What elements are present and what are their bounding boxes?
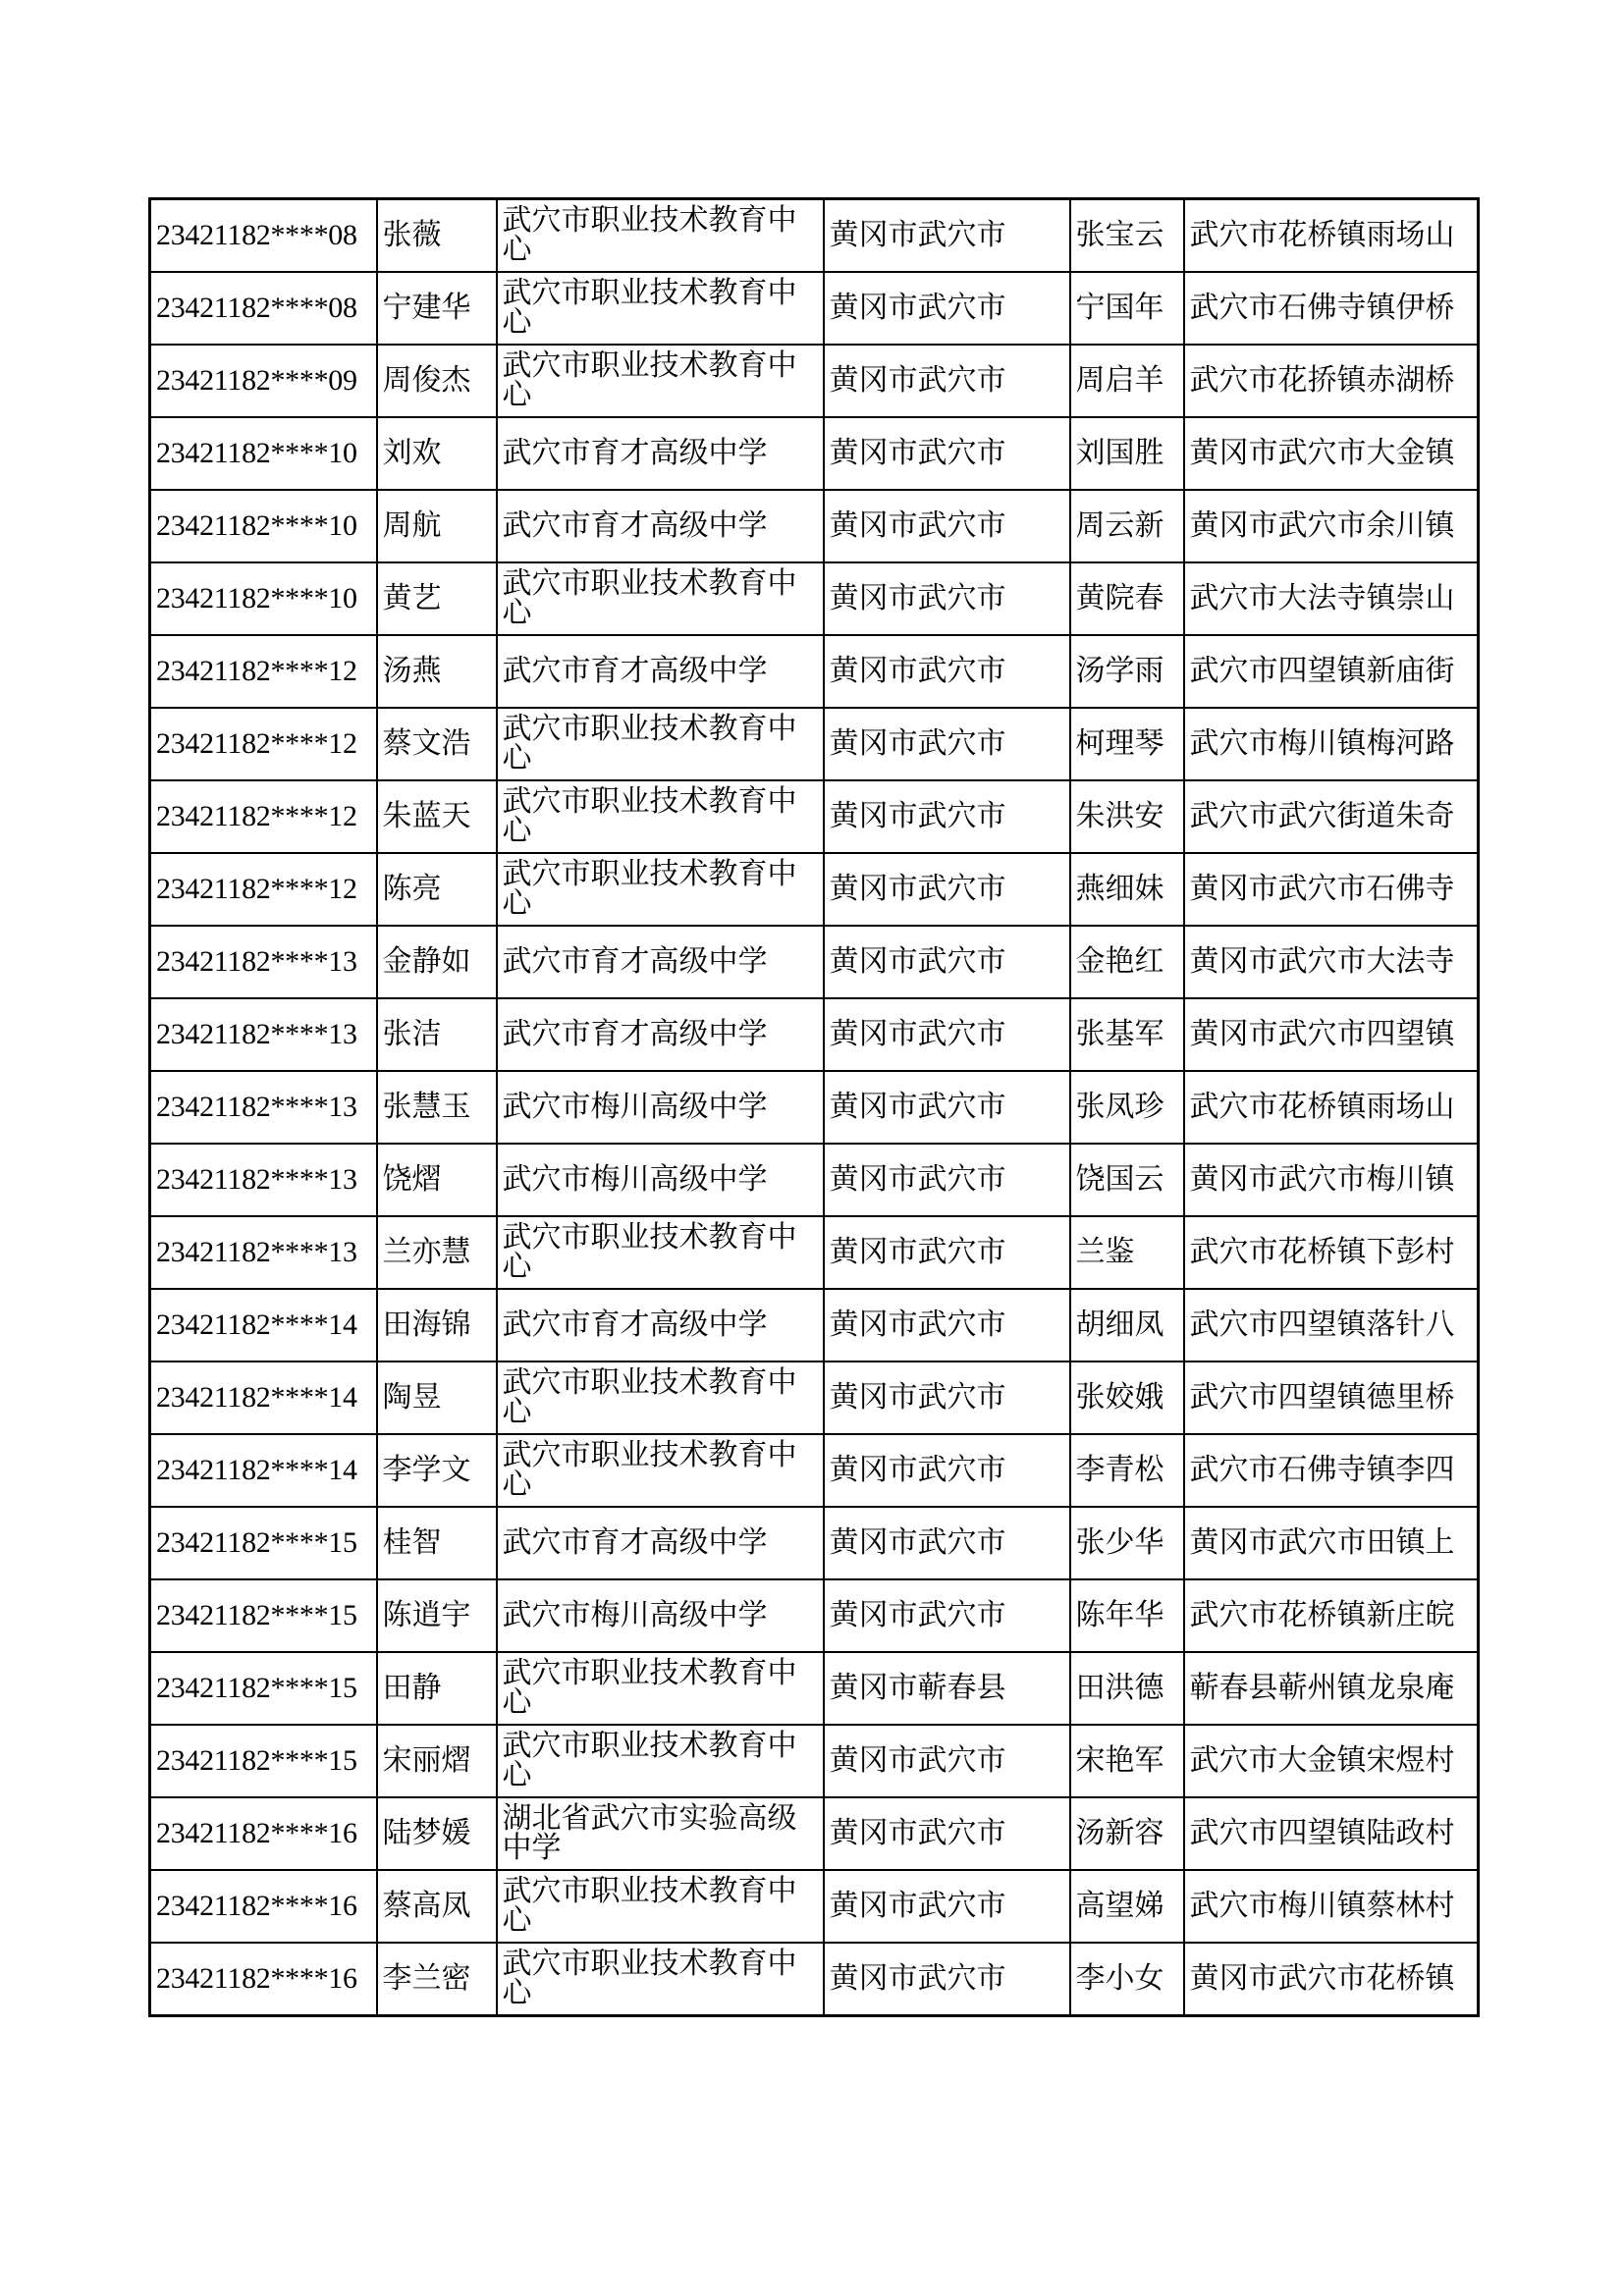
table-row [150, 272, 1479, 345]
address-cell: 武穴市大法寺镇崇山 [1184, 562, 1479, 635]
address-cell: 黄冈市武穴市石佛寺 [1184, 853, 1479, 926]
id-number-cell: 23421182****15 [150, 1579, 377, 1652]
school-cell: 武穴市育才高级中学 [497, 1289, 824, 1362]
address-cell: 武穴市花桥镇新庄皖 [1184, 1579, 1479, 1652]
address-cell: 黄冈市武穴市大法寺 [1184, 926, 1479, 998]
id-number-cell: 23421182****15 [150, 1725, 377, 1797]
region-cell: 黄冈市武穴市 [824, 417, 1070, 490]
region-cell: 黄冈市武穴市 [824, 780, 1070, 853]
id-number-cell: 23421182****08 [150, 272, 377, 345]
id-number-cell: 23421182****14 [150, 1289, 377, 1362]
address-cell: 武穴市石佛寺镇伊桥 [1184, 272, 1479, 345]
id-number-cell: 23421182****16 [150, 1797, 377, 1870]
student-name-cell: 刘欢 [377, 417, 497, 490]
school-cell: 武穴市育才高级中学 [497, 1507, 824, 1579]
student-name-cell: 饶熠 [377, 1144, 497, 1216]
school-cell: 武穴市育才高级中学 [497, 635, 824, 708]
table-row [150, 417, 1479, 490]
school-cell: 武穴市职业技术教育中心 [497, 199, 824, 273]
student-name-cell: 周航 [377, 490, 497, 562]
guardian-name-cell: 宋艳军 [1070, 1725, 1184, 1797]
address-cell: 武穴市石佛寺镇李四 [1184, 1434, 1479, 1507]
student-name-cell: 张薇 [377, 199, 497, 273]
student-name-cell: 陈逍宇 [377, 1579, 497, 1652]
address-cell: 黄冈市武穴市大金镇 [1184, 417, 1479, 490]
guardian-name-cell: 燕细妹 [1070, 853, 1184, 926]
school-cell: 武穴市职业技术教育中心 [497, 1216, 824, 1289]
guardian-name-cell: 张凤珍 [1070, 1071, 1184, 1144]
id-number-cell: 23421182****09 [150, 345, 377, 417]
table-row [150, 780, 1479, 853]
region-cell: 黄冈市武穴市 [824, 199, 1070, 273]
school-cell: 武穴市职业技术教育中心 [497, 708, 824, 780]
address-cell: 黄冈市武穴市田镇上 [1184, 1507, 1479, 1579]
guardian-name-cell: 黄院春 [1070, 562, 1184, 635]
guardian-name-cell: 高望娣 [1070, 1870, 1184, 1943]
student-name-cell: 田静 [377, 1652, 497, 1725]
address-cell: 武穴市梅川镇梅河路 [1184, 708, 1479, 780]
table-row [150, 708, 1479, 780]
region-cell: 黄冈市武穴市 [824, 490, 1070, 562]
guardian-name-cell: 李小女 [1070, 1943, 1184, 2016]
student-name-cell: 朱蓝天 [377, 780, 497, 853]
region-cell: 黄冈市武穴市 [824, 1943, 1070, 2016]
region-cell: 黄冈市武穴市 [824, 272, 1070, 345]
school-cell: 武穴市职业技术教育中心 [497, 1434, 824, 1507]
region-cell: 黄冈市武穴市 [824, 1434, 1070, 1507]
student-name-cell: 周俊杰 [377, 345, 497, 417]
address-cell: 武穴市武穴街道朱奇 [1184, 780, 1479, 853]
student-name-cell: 金静如 [377, 926, 497, 998]
region-cell: 黄冈市武穴市 [824, 853, 1070, 926]
id-number-cell: 23421182****13 [150, 926, 377, 998]
id-number-cell: 23421182****13 [150, 1144, 377, 1216]
school-cell: 武穴市梅川高级中学 [497, 1144, 824, 1216]
school-cell: 武穴市职业技术教育中心 [497, 272, 824, 345]
guardian-name-cell: 柯理琴 [1070, 708, 1184, 780]
id-number-cell: 23421182****13 [150, 1071, 377, 1144]
guardian-name-cell: 李青松 [1070, 1434, 1184, 1507]
region-cell: 黄冈市武穴市 [824, 562, 1070, 635]
region-cell: 黄冈市蕲春县 [824, 1652, 1070, 1725]
student-name-cell: 宁建华 [377, 272, 497, 345]
id-number-cell: 23421182****16 [150, 1943, 377, 2016]
student-name-cell: 陶昱 [377, 1362, 497, 1434]
school-cell: 武穴市职业技术教育中心 [497, 1652, 824, 1725]
school-cell: 武穴市职业技术教育中心 [497, 853, 824, 926]
table-row [150, 926, 1479, 998]
guardian-name-cell: 汤新容 [1070, 1797, 1184, 1870]
table-row [150, 1579, 1479, 1652]
id-number-cell: 23421182****12 [150, 635, 377, 708]
region-cell: 黄冈市武穴市 [824, 998, 1070, 1071]
id-number-cell: 23421182****12 [150, 853, 377, 926]
table-row [150, 199, 1479, 273]
guardian-name-cell: 张少华 [1070, 1507, 1184, 1579]
region-cell: 黄冈市武穴市 [824, 1507, 1070, 1579]
school-cell: 武穴市职业技术教育中心 [497, 562, 824, 635]
table-row [150, 1434, 1479, 1507]
address-cell: 武穴市四望镇落针八 [1184, 1289, 1479, 1362]
student-name-cell: 张慧玉 [377, 1071, 497, 1144]
student-name-cell: 黄艺 [377, 562, 497, 635]
address-cell: 黄冈市武穴市梅川镇 [1184, 1144, 1479, 1216]
address-cell: 武穴市四望镇德里桥 [1184, 1362, 1479, 1434]
table-row [150, 1943, 1479, 2016]
address-cell: 黄冈市武穴市余川镇 [1184, 490, 1479, 562]
student-name-cell: 宋丽熠 [377, 1725, 497, 1797]
guardian-name-cell: 兰鉴 [1070, 1216, 1184, 1289]
table-row [150, 1507, 1479, 1579]
id-number-cell: 23421182****15 [150, 1507, 377, 1579]
address-cell: 武穴市花桥镇下彭村 [1184, 1216, 1479, 1289]
id-number-cell: 23421182****10 [150, 562, 377, 635]
school-cell: 武穴市职业技术教育中心 [497, 1362, 824, 1434]
address-cell: 武穴市花挢镇赤湖桥 [1184, 345, 1479, 417]
school-cell: 武穴市职业技术教育中心 [497, 1870, 824, 1943]
table-row [150, 490, 1479, 562]
table-row [150, 345, 1479, 417]
table-row [150, 1289, 1479, 1362]
region-cell: 黄冈市武穴市 [824, 635, 1070, 708]
id-number-cell: 23421182****14 [150, 1362, 377, 1434]
region-cell: 黄冈市武穴市 [824, 1071, 1070, 1144]
guardian-name-cell: 田洪德 [1070, 1652, 1184, 1725]
roster-body [150, 199, 1479, 2016]
id-number-cell: 23421182****10 [150, 417, 377, 490]
guardian-name-cell: 汤学雨 [1070, 635, 1184, 708]
guardian-name-cell: 周启羊 [1070, 345, 1184, 417]
student-name-cell: 陈亮 [377, 853, 497, 926]
school-cell: 武穴市梅川高级中学 [497, 1071, 824, 1144]
student-name-cell: 李兰密 [377, 1943, 497, 2016]
address-cell: 武穴市梅川镇蔡林村 [1184, 1870, 1479, 1943]
student-roster-table [148, 197, 1480, 2017]
guardian-name-cell: 朱洪安 [1070, 780, 1184, 853]
address-cell: 蕲春县蕲州镇龙泉庵 [1184, 1652, 1479, 1725]
region-cell: 黄冈市武穴市 [824, 926, 1070, 998]
school-cell: 武穴市梅川高级中学 [497, 1579, 824, 1652]
student-name-cell: 兰亦慧 [377, 1216, 497, 1289]
guardian-name-cell: 宁国年 [1070, 272, 1184, 345]
id-number-cell: 23421182****12 [150, 780, 377, 853]
guardian-name-cell: 陈年华 [1070, 1579, 1184, 1652]
school-cell: 湖北省武穴市实验高级中学 [497, 1797, 824, 1870]
school-cell: 武穴市职业技术教育中心 [497, 345, 824, 417]
table-row [150, 635, 1479, 708]
region-cell: 黄冈市武穴市 [824, 1579, 1070, 1652]
student-name-cell: 李学文 [377, 1434, 497, 1507]
region-cell: 黄冈市武穴市 [824, 1144, 1070, 1216]
id-number-cell: 23421182****15 [150, 1652, 377, 1725]
school-cell: 武穴市育才高级中学 [497, 490, 824, 562]
guardian-name-cell: 周云新 [1070, 490, 1184, 562]
table-row [150, 1362, 1479, 1434]
student-name-cell: 陆梦媛 [377, 1797, 497, 1870]
address-cell: 武穴市四望镇新庙街 [1184, 635, 1479, 708]
table-row [150, 1870, 1479, 1943]
table-row [150, 853, 1479, 926]
school-cell: 武穴市职业技术教育中心 [497, 1943, 824, 2016]
student-name-cell: 蔡高凤 [377, 1870, 497, 1943]
region-cell: 黄冈市武穴市 [824, 1289, 1070, 1362]
address-cell: 武穴市四望镇陆政村 [1184, 1797, 1479, 1870]
student-name-cell: 汤燕 [377, 635, 497, 708]
region-cell: 黄冈市武穴市 [824, 1870, 1070, 1943]
school-cell: 武穴市育才高级中学 [497, 417, 824, 490]
region-cell: 黄冈市武穴市 [824, 1362, 1070, 1434]
table-row [150, 998, 1479, 1071]
table-row [150, 1725, 1479, 1797]
table-row [150, 562, 1479, 635]
school-cell: 武穴市育才高级中学 [497, 998, 824, 1071]
region-cell: 黄冈市武穴市 [824, 1725, 1070, 1797]
student-name-cell: 张洁 [377, 998, 497, 1071]
table-row [150, 1652, 1479, 1725]
id-number-cell: 23421182****13 [150, 1216, 377, 1289]
school-cell: 武穴市育才高级中学 [497, 926, 824, 998]
region-cell: 黄冈市武穴市 [824, 1797, 1070, 1870]
student-name-cell: 桂智 [377, 1507, 497, 1579]
guardian-name-cell: 张姣娥 [1070, 1362, 1184, 1434]
address-cell: 武穴市花桥镇雨场山 [1184, 199, 1479, 273]
school-cell: 武穴市职业技术教育中心 [497, 780, 824, 853]
address-cell: 黄冈市武穴市花桥镇 [1184, 1943, 1479, 2016]
address-cell: 武穴市大金镇宋煜村 [1184, 1725, 1479, 1797]
student-name-cell: 蔡文浩 [377, 708, 497, 780]
id-number-cell: 23421182****10 [150, 490, 377, 562]
region-cell: 黄冈市武穴市 [824, 1216, 1070, 1289]
region-cell: 黄冈市武穴市 [824, 708, 1070, 780]
guardian-name-cell: 胡细凤 [1070, 1289, 1184, 1362]
guardian-name-cell: 金艳红 [1070, 926, 1184, 998]
id-number-cell: 23421182****08 [150, 199, 377, 273]
table-row [150, 1216, 1479, 1289]
guardian-name-cell: 张宝云 [1070, 199, 1184, 273]
table-row [150, 1797, 1479, 1870]
id-number-cell: 23421182****14 [150, 1434, 377, 1507]
school-cell: 武穴市职业技术教育中心 [497, 1725, 824, 1797]
address-cell: 武穴市花桥镇雨场山 [1184, 1071, 1479, 1144]
id-number-cell: 23421182****16 [150, 1870, 377, 1943]
table-row [150, 1144, 1479, 1216]
guardian-name-cell: 张基军 [1070, 998, 1184, 1071]
id-number-cell: 23421182****12 [150, 708, 377, 780]
guardian-name-cell: 饶国云 [1070, 1144, 1184, 1216]
id-number-cell: 23421182****13 [150, 998, 377, 1071]
address-cell: 黄冈市武穴市四望镇 [1184, 998, 1479, 1071]
student-name-cell: 田海锦 [377, 1289, 497, 1362]
region-cell: 黄冈市武穴市 [824, 345, 1070, 417]
table-row [150, 1071, 1479, 1144]
guardian-name-cell: 刘国胜 [1070, 417, 1184, 490]
